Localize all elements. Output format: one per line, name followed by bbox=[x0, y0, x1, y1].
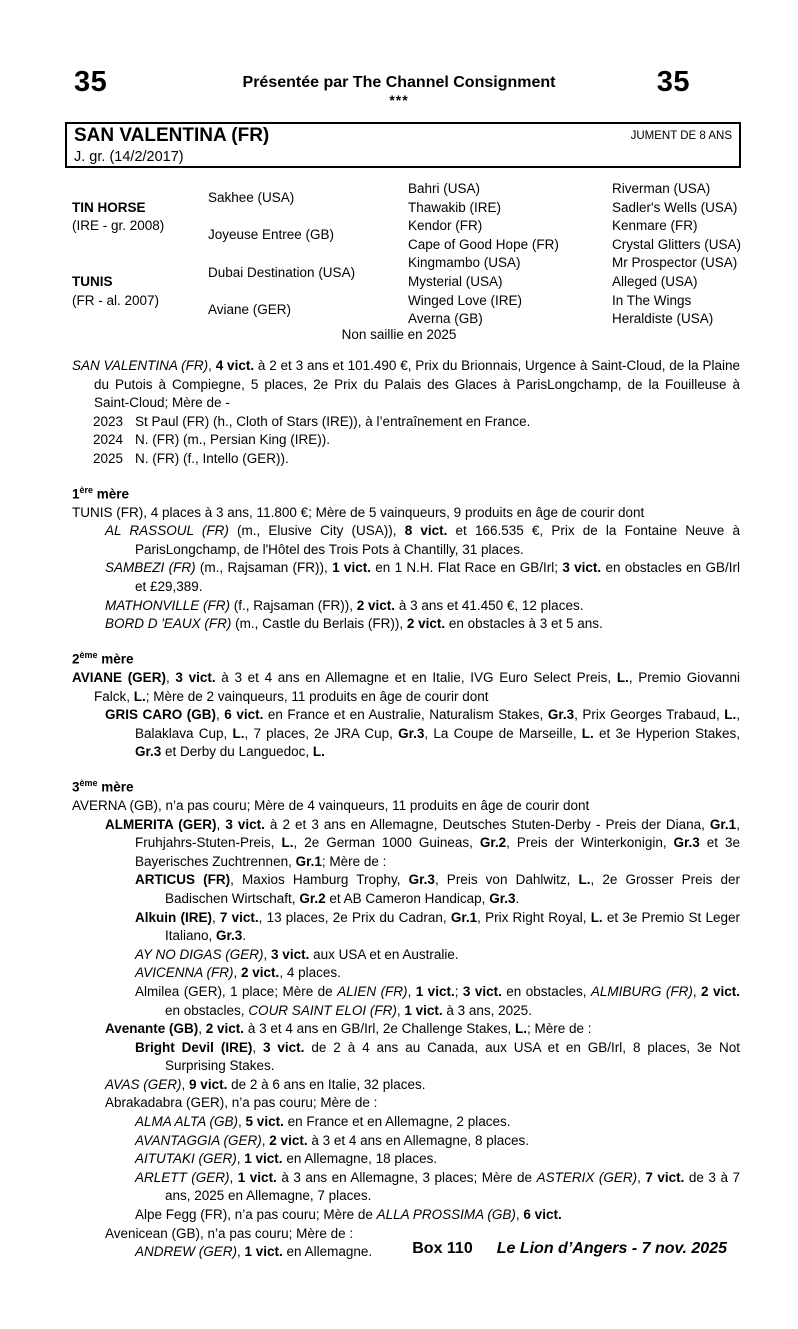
pedigree-paragraph bbox=[105, 1094, 740, 1113]
pedigree-gen3-cell: Bahri (USA) bbox=[408, 181, 481, 196]
section-heading: 3ème mère bbox=[72, 777, 134, 795]
text-run: Gr.1 bbox=[709, 816, 737, 832]
pedigree-gen2-cell: Sakhee (USA) bbox=[208, 190, 295, 206]
text-run: 3 vict. bbox=[263, 1039, 305, 1055]
text-run: 7 vict. bbox=[645, 1169, 685, 1185]
text-run: AVERNA (GB), n’a pas couru; Mère de 4 vainqueurs, 11 produits en âge de courir dont bbox=[72, 797, 590, 813]
text-run: , Premio Giovanni Falck, bbox=[94, 669, 740, 704]
text-run: AITUTAKI (GER) bbox=[135, 1151, 237, 1167]
text-run: , bbox=[181, 1076, 190, 1092]
text-run: 1 vict. bbox=[332, 560, 371, 576]
text-run: à 3 et 4 ans en GB/Irl, 2e Challenge Stakes, bbox=[244, 1021, 515, 1037]
text-run: ALMERITA (GER) bbox=[105, 816, 217, 832]
text-run: Avenante (GB) bbox=[105, 1021, 199, 1037]
text-run: TUNIS (FR), 4 places à 3 ans, 11.800 €; Mère de 5 vainqueurs, 9 produits en âge de courir dont bbox=[72, 504, 645, 520]
footer-sale-info: Le Lion d’Angers - 7 nov. 2025 bbox=[496, 1240, 727, 1257]
text-run: et 3e Hyperion Stakes, bbox=[593, 725, 740, 741]
text-run: Gr.3 bbox=[673, 835, 700, 851]
text-run: , Preis von Dahlwitz, bbox=[434, 872, 579, 888]
text-run: ANDREW (GER) bbox=[135, 1244, 237, 1260]
dam-sections bbox=[72, 481, 740, 1262]
text-run: , bbox=[396, 1002, 405, 1018]
text-run: en obstacles en GB/Irl et £29,389. bbox=[135, 560, 740, 595]
produce-year: 2025 bbox=[93, 450, 124, 466]
text-run: ; Mère de 2 vainqueurs, 11 produits en âge de courir dont bbox=[145, 688, 489, 704]
pedigree-gen3-cell: Kingmambo (USA) bbox=[408, 255, 521, 271]
pedigree-gen3-cell: Winged Love (IRE) bbox=[408, 292, 523, 308]
text-run: en Allemagne, 18 places. bbox=[282, 1151, 438, 1167]
pedigree-paragraph bbox=[135, 946, 740, 965]
horse-name: SAN VALENTINA (FR) bbox=[74, 125, 270, 146]
text-run: Gr.2 bbox=[479, 835, 507, 851]
text-run: ; Mère de : bbox=[321, 853, 387, 869]
text-run: en Allemagne. bbox=[282, 1244, 373, 1260]
text-run: , bbox=[238, 1114, 246, 1130]
text-run: (m., Rajsaman (FR)), bbox=[195, 560, 333, 576]
pedigree-gen1-cell bbox=[72, 273, 208, 310]
text-run: , Prix Right Royal, bbox=[477, 909, 591, 925]
pedigree-paragraph bbox=[105, 597, 740, 616]
text-run: de 3 à 7 ans, 2025 en Allemagne, 7 places. bbox=[165, 1169, 740, 1204]
text-run: L. bbox=[616, 669, 629, 685]
text-run: , bbox=[208, 358, 216, 373]
pedigree-horse-name: TUNIS bbox=[72, 273, 113, 289]
text-run: 1 vict. bbox=[415, 983, 455, 999]
text-run: 8 vict. bbox=[404, 523, 448, 539]
pedigree-table bbox=[72, 180, 740, 329]
pedigree-gen4-cell: In The Wings bbox=[612, 292, 692, 308]
text-run: L. bbox=[281, 835, 294, 851]
text-run: 2 vict. bbox=[269, 1132, 308, 1148]
text-run: , La Coupe de Marseille, bbox=[424, 725, 582, 741]
text-run: 6 vict. bbox=[224, 707, 264, 723]
pedigree-gen4-cell: Alleged (USA) bbox=[612, 273, 698, 289]
text-run: à 3 ans en Allemagne, 3 places; Mère de bbox=[276, 1169, 537, 1185]
section-heading: 1ère mère bbox=[72, 484, 130, 502]
text-run: ; Mère de : bbox=[526, 1021, 592, 1037]
text-run: Bright Devil (IRE) bbox=[135, 1039, 253, 1055]
text-run: AVANTAGGIA (GER) bbox=[135, 1132, 262, 1148]
pedigree-gen3-cell: Mysterial (USA) bbox=[408, 273, 503, 289]
text-run: ALIEN (FR) bbox=[337, 983, 408, 999]
text-run: , 7 places, 2e JRA Cup, bbox=[244, 725, 399, 741]
text-run: BORD D 'EAUX (FR) bbox=[105, 616, 232, 632]
horse-sex-age: JUMENT DE 8 ANS bbox=[630, 130, 732, 142]
text-run: 4 vict. bbox=[215, 358, 255, 373]
text-run: Gr.3 bbox=[135, 744, 162, 760]
pedigree-paragraph bbox=[135, 1206, 740, 1225]
race-record-produce bbox=[72, 413, 740, 469]
text-run: ARTICUS (FR) bbox=[135, 872, 231, 888]
pedigree-paragraph bbox=[105, 522, 740, 559]
text-run: à 3 et 4 ans en Allemagne et en Italie, IVG Euro Select Preis, bbox=[215, 669, 617, 685]
text-run: L. bbox=[232, 725, 245, 741]
text-run: (m., Elusive City (USA)), bbox=[228, 523, 405, 539]
text-run: à 3 ans, 2025. bbox=[442, 1002, 532, 1018]
presenter-line: Présentée par The Channel Consignment bbox=[242, 74, 556, 91]
pedigree-gen3-cell: Cape of Good Hope (FR) bbox=[408, 236, 559, 252]
text-run: . bbox=[242, 928, 247, 944]
text-run: AL RASSOUL (FR) bbox=[105, 523, 229, 539]
produce-year-row bbox=[72, 450, 740, 469]
pedigree-paragraph bbox=[105, 816, 740, 872]
pedigree-paragraph bbox=[105, 1020, 740, 1039]
text-run: 1 vict. bbox=[244, 1151, 283, 1167]
presenter-stars: *** bbox=[389, 92, 409, 108]
heading-superscript: ème bbox=[79, 777, 98, 788]
text-run: , bbox=[229, 1169, 238, 1185]
pedigree-gen4-cell: Mr Prospector (USA) bbox=[612, 255, 738, 271]
text-run: L. bbox=[590, 909, 603, 925]
text-run: , bbox=[637, 1169, 646, 1185]
pedigree-gen4-cell: Kenmare (FR) bbox=[612, 218, 698, 234]
pedigree-paragraph bbox=[72, 797, 740, 816]
race-record-intro bbox=[72, 357, 740, 413]
pedigree-paragraph bbox=[135, 1132, 740, 1151]
text-run: Alkuin (IRE) bbox=[135, 909, 212, 925]
pedigree-paragraph bbox=[105, 615, 740, 634]
text-run: 3 vict. bbox=[225, 816, 265, 832]
text-run: , Maxios Hamburg Trophy, bbox=[230, 872, 409, 888]
text-run: Abrakadabra (GER), n’a pas couru; Mère de : bbox=[105, 1095, 378, 1111]
text-run: et 3e Premio St Leger Italiano, bbox=[165, 909, 740, 944]
text-run: 3 vict. bbox=[462, 983, 502, 999]
text-run: , Preis der Winterkonigin, bbox=[506, 835, 674, 851]
text-run: à 2 et 3 ans en Allemagne, Deutsches Stuten-Derby - Preis der Diana, bbox=[264, 816, 710, 832]
text-run: en obstacles à 3 et 5 ans. bbox=[445, 616, 603, 632]
text-run: L. bbox=[514, 1021, 527, 1037]
text-run: , bbox=[252, 1039, 263, 1055]
pedigree-gen4-cell: Crystal Glitters (USA) bbox=[612, 236, 742, 252]
text-run: ARLETT (GER) bbox=[135, 1169, 230, 1185]
section-heading: 2ème mère bbox=[72, 649, 134, 667]
horse-title-box bbox=[65, 122, 741, 168]
text-run: , bbox=[692, 983, 702, 999]
text-run: en France et en Allemagne, 2 places. bbox=[283, 1114, 511, 1130]
text-run: en obstacles, bbox=[501, 983, 591, 999]
text-run: ALLA PROSSIMA (GB) bbox=[376, 1207, 516, 1223]
text-run: Gr.3 bbox=[398, 725, 425, 741]
text-run: L. bbox=[578, 872, 591, 888]
pedigree-gen1-cell bbox=[72, 199, 208, 236]
text-run: ASTERIX (GER) bbox=[536, 1169, 638, 1185]
text-block bbox=[72, 357, 740, 1262]
text-run: , 4 places. bbox=[279, 965, 341, 981]
pedigree-gen2-cell: Aviane (GER) bbox=[208, 301, 292, 317]
text-run: Almilea (GER), 1 place; Mère de bbox=[135, 983, 338, 999]
pedigree-paragraph bbox=[105, 1076, 740, 1095]
produce-year-row bbox=[72, 413, 740, 432]
text-run: Gr.1 bbox=[295, 853, 322, 869]
text-run: 2 vict. bbox=[356, 597, 396, 613]
text-run: 3 vict. bbox=[562, 560, 602, 576]
text-run: , bbox=[216, 816, 226, 832]
pedigree-horse-origin: (FR - al. 2007) bbox=[72, 292, 160, 308]
text-run: à 3 et 4 ans en Allemagne, 8 places. bbox=[307, 1132, 529, 1148]
text-run: à 3 ans et 41.450 €, 12 places. bbox=[395, 597, 584, 613]
text-run: 5 vict. bbox=[245, 1114, 284, 1130]
pedigree-gen4-cell: Sadler's Wells (USA) bbox=[612, 199, 738, 215]
pedigree-paragraph bbox=[105, 559, 740, 596]
pedigree-paragraph bbox=[72, 504, 740, 523]
text-run: SAMBEZI (FR) bbox=[105, 560, 196, 576]
pedigree-paragraph bbox=[135, 964, 740, 983]
produce-year: 2024 bbox=[93, 432, 124, 448]
text-run: Avenicean (GB), n’a pas couru; Mère de : bbox=[105, 1225, 354, 1241]
text-run: ALMA ALTA (GB) bbox=[135, 1114, 239, 1130]
text-run: et 166.535 €, Prix de la Fontaine Neuve à ParisLongchamp, de l'Hôtel des Trois Pots à Chantilly, 31 places. bbox=[135, 523, 740, 557]
text-run: , bbox=[261, 1132, 270, 1148]
text-run: , bbox=[216, 707, 225, 723]
pedigree-paragraph bbox=[135, 871, 740, 908]
text-run: et AB Cameron Handicap, bbox=[325, 890, 490, 906]
text-run: 1 vict. bbox=[237, 1169, 277, 1185]
pedigree-gen2-cell: Dubai Destination (USA) bbox=[208, 264, 356, 280]
text-run: Gr.1 bbox=[450, 909, 478, 925]
pedigree-gen3-cell: Kendor (FR) bbox=[408, 218, 483, 234]
text-run: AVICENNA (FR) bbox=[135, 965, 234, 981]
text-run: (f., Rajsaman (FR)), bbox=[230, 597, 357, 613]
pedigree-gen4-cell: Riverman (USA) bbox=[612, 181, 711, 196]
text-run: en obstacles, bbox=[165, 1002, 249, 1018]
text-run: et 3e Bayerisches Zuchtrennen, bbox=[135, 835, 741, 869]
text-run: 3 vict. bbox=[271, 946, 310, 962]
text-run: COUR SAINT ELOI (FR) bbox=[248, 1002, 397, 1018]
text-run: , bbox=[237, 1244, 245, 1260]
text-run: L. bbox=[312, 744, 325, 760]
text-run: , bbox=[165, 669, 176, 685]
text-run: AVIANE (GER) bbox=[72, 669, 166, 685]
pedigree-paragraph bbox=[135, 1039, 740, 1076]
text-run: , bbox=[233, 965, 242, 981]
text-run: en France et en Australie, Naturalism Stakes, bbox=[263, 707, 548, 723]
text-run: , 13 places, 2e Prix du Cadran, bbox=[258, 909, 451, 925]
pedigree-horse-origin: (IRE - gr. 2008) bbox=[72, 218, 165, 234]
text-run: , bbox=[515, 1207, 524, 1223]
text-run: à 2 et 3 ans et 101.490 €, Prix du Brionnais, Urgence à Saint-Cloud, de la Plaine du Putois à Compiegne, 5 places, 2e Prix du Palais des Glaces à ParisLongchamp, de la Fouilleuse à Saint-Cloud; Mère de - bbox=[94, 358, 740, 411]
text-run: Gr.3 bbox=[489, 890, 516, 906]
text-run: N. (FR) (m., Persian King (IRE)). bbox=[135, 432, 331, 448]
footer-box-number: Box 110 bbox=[412, 1240, 473, 1257]
text-run: St Paul (FR) (h., Cloth of Stars (IRE)), à l’entraînement en France. bbox=[135, 413, 531, 429]
text-run: 3 vict. bbox=[175, 669, 216, 685]
pedigree-paragraph bbox=[105, 706, 740, 762]
covering-note: Non saillie en 2025 bbox=[341, 327, 457, 342]
lot-number-left: 35 bbox=[74, 66, 108, 98]
text-run: Gr.3 bbox=[408, 872, 435, 888]
text-run: N. (FR) (f., Intello (GER)). bbox=[135, 450, 289, 466]
text-run: 9 vict. bbox=[189, 1076, 228, 1092]
pedigree-paragraph bbox=[72, 669, 740, 706]
text-run: , bbox=[407, 983, 416, 999]
text-run: (m., Castle du Berlais (FR)), bbox=[231, 616, 407, 632]
text-run: 2 vict. bbox=[406, 616, 446, 632]
heading-superscript: ère bbox=[79, 484, 94, 495]
text-run: 1 vict. bbox=[404, 1002, 443, 1018]
text-run: L. bbox=[724, 707, 737, 723]
text-run: , bbox=[263, 946, 272, 962]
text-run: , Balaklava Cup, bbox=[135, 707, 740, 741]
pedigree-paragraph bbox=[135, 909, 740, 946]
text-run: . bbox=[515, 890, 520, 906]
pedigree-paragraph bbox=[135, 1169, 740, 1206]
text-run: en 1 N.H. Flat Race en GB/Irl; bbox=[370, 560, 563, 576]
pedigree-gen2-cell: Joyeuse Entree (GB) bbox=[208, 227, 335, 243]
pedigree-paragraph bbox=[135, 1113, 740, 1132]
pedigree-gen3-cell: Thawakib (IRE) bbox=[408, 199, 502, 215]
pedigree-gen3-cell: Averna (GB) bbox=[408, 311, 483, 327]
text-run: 6 vict. bbox=[523, 1207, 562, 1223]
text-run: , 2e Grosser Preis der Badischen Wirtschaft, bbox=[165, 872, 740, 906]
footer bbox=[412, 1240, 727, 1258]
text-run: de 2 à 6 ans en Italie, 32 places. bbox=[227, 1076, 426, 1092]
text-run: , Fruhjahrs-Stuten-Preis, bbox=[135, 816, 740, 851]
text-run: , bbox=[236, 1151, 245, 1167]
text-run: , Prix Georges Trabaud, bbox=[574, 707, 725, 723]
text-run: ; bbox=[454, 983, 463, 999]
horse-color-birth: J. gr. (14/2/2017) bbox=[74, 149, 184, 165]
lot-number-right: 35 bbox=[656, 66, 690, 98]
text-run: 7 vict. bbox=[219, 909, 259, 925]
text-run: Alpe Fegg (FR), n’a pas couru; Mère de bbox=[135, 1207, 377, 1223]
text-run: 2 vict. bbox=[241, 965, 280, 981]
text-run: aux USA et en Australie. bbox=[309, 946, 459, 962]
produce-year: 2023 bbox=[93, 413, 124, 429]
text-run: , bbox=[211, 909, 220, 925]
text-run: Gr.2 bbox=[299, 890, 326, 906]
text-run: Gr.3 bbox=[547, 707, 575, 723]
pedigree-horse-name: TIN HORSE bbox=[72, 199, 146, 215]
heading-superscript: ème bbox=[79, 649, 98, 660]
text-run: SAN VALENTINA (FR) bbox=[72, 358, 209, 373]
text-run: ALMIBURG (FR) bbox=[590, 983, 693, 999]
text-run: , bbox=[198, 1021, 206, 1037]
text-run: 1 vict. bbox=[244, 1244, 283, 1260]
text-run: MATHONVILLE (FR) bbox=[105, 597, 231, 613]
text-run: , 2e German 1000 Guineas, bbox=[293, 835, 480, 851]
pedigree-gen4-cell: Heraldiste (USA) bbox=[612, 311, 714, 327]
text-run: 2 vict. bbox=[205, 1021, 245, 1037]
pedigree-paragraph bbox=[135, 1150, 740, 1169]
text-run: AVAS (GER) bbox=[105, 1076, 182, 1092]
text-run: L. bbox=[133, 688, 146, 704]
text-run: 2 vict. bbox=[701, 983, 740, 999]
text-run: Gr.3 bbox=[216, 928, 243, 944]
pedigree-paragraph bbox=[135, 983, 740, 1020]
text-run: et Derby du Languedoc, bbox=[161, 744, 313, 760]
produce-year-row bbox=[72, 431, 740, 450]
text-run: L. bbox=[581, 725, 594, 741]
text-run: GRIS CARO (GB) bbox=[105, 707, 217, 723]
text-run: de 2 à 4 ans au Canada, aux USA et en GB/Irl, 8 places, 3e Not Surprising Stakes. bbox=[165, 1039, 740, 1074]
text-run: AY NO DIGAS (GER) bbox=[135, 946, 264, 962]
